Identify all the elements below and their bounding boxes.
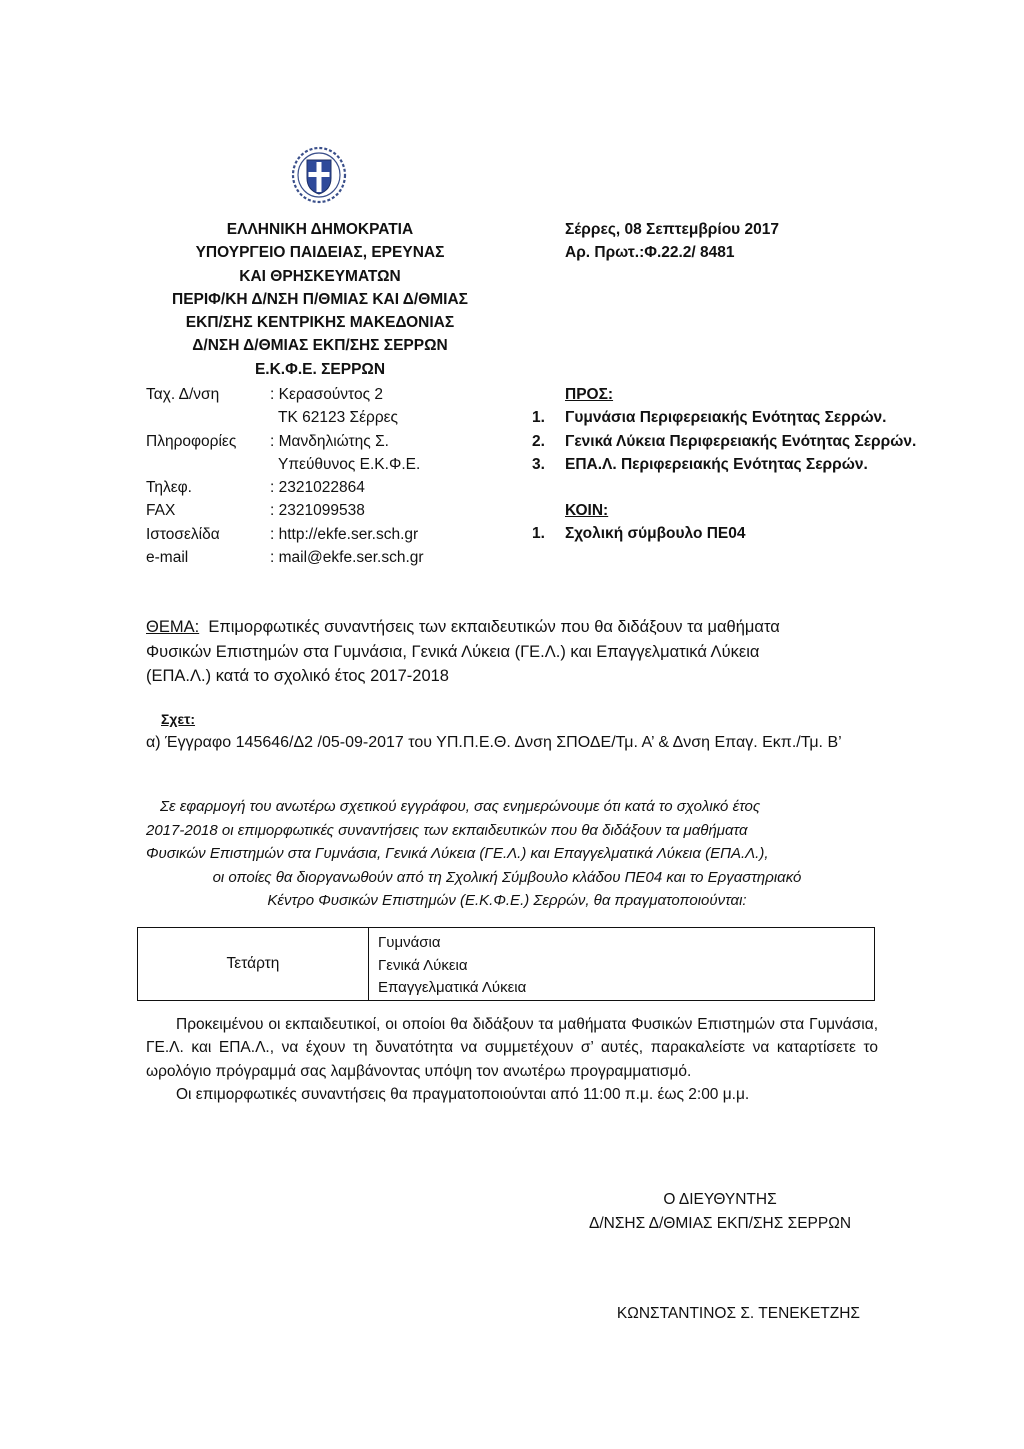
schedule-table — [137, 927, 875, 1001]
signature-title: Ο ΔΙΕΥΘΥΝΤΗΣ — [663, 1191, 777, 1208]
body-text: Προκειμένου οι εκπαιδευτικοί, οι οποίοι θα διδάξουν τα μαθήματα Φυσικών Επιστημών στα Γυμνάσια, ΓΕ.Λ. και ΕΠΑ.Λ., να έχουν τη δυνατότητα να συμμετέχουν σ’ αυτές, παρακαλείστε να καταρτίσετε το ωρολόγιο πρόγραμμά σας λαμβάνοντας υπόψη τον ανωτέρω προγραμματισμό. — [146, 1016, 878, 1080]
body-paragraph-2 — [146, 1013, 878, 1106]
subject-text: Επιμορφωτικές συναντήσεις των εκπαιδευτικών που θα διδάξουν τα μαθήματα Φυσικών Επιστημών στα Γυμνάσια, Γενικά Λύκεια (ΓΕ.Λ.) και Επαγγελματικά Λύκεια (ΕΠΑ.Λ.) κατά το σχολικό έτος 2017-2018 — [146, 618, 780, 685]
contact-label: Ιστοσελίδα — [146, 525, 220, 543]
schedule-day: Τετάρτη — [138, 928, 369, 1000]
body-line: 2017-2018 οι επιμορφωτικές συναντήσεις των εκπαιδευτικών που θα διδάξουν τα μαθήματα — [146, 821, 748, 839]
body-line: οι οποίες θα διοργανωθούν από τη Σχολική Σύμβουλο κλάδου ΠΕ04 και το Εργαστηριακό — [212, 868, 802, 886]
header-line: ΚΑΙ ΘΡΗΣΚΕΥΜΑΤΩΝ — [239, 267, 401, 285]
contact-label: FAX — [146, 502, 176, 520]
header-line: ΕΛΛΗΝΙΚΗ ΔΗΜΟΚΡΑΤΙΑ — [226, 221, 414, 238]
school-type: Γενικά Λύκεια — [378, 956, 468, 974]
recipient-item — [532, 406, 932, 429]
recipient-item — [532, 453, 932, 476]
date-block — [565, 218, 779, 264]
website-link[interactable]: : http://ekfe.ser.sch.gr — [270, 525, 419, 543]
issuer-header — [140, 218, 500, 381]
cc-item — [532, 522, 932, 545]
recipient-item — [532, 430, 925, 453]
body-line: Σε εφαρμογή του ανωτέρω σχετικού εγγράφου, σας ενημερώνουμε ότι κατά το σχολικό έτος — [160, 798, 761, 815]
email-link[interactable]: : mail@ekfe.ser.sch.gr — [270, 549, 424, 567]
school-type: Επαγγελματικά Λύκεια — [378, 979, 527, 996]
signatory-name: ΚΩΝΣΤΑΝΤΙΝΟΣ Σ. ΤΕΝΕΚΕΤΖΗΣ — [616, 1305, 860, 1322]
contact-label: e-mail — [146, 549, 189, 567]
contact-value: ΤΚ 62123 Σέρρες — [278, 409, 399, 427]
recipient-number: 3. — [532, 455, 545, 473]
subject-label: ΘΕΜΑ: — [146, 618, 200, 636]
cc-label: ΚΟΙΝ: — [565, 502, 609, 520]
recipient-number: 1. — [532, 409, 545, 427]
signature-block — [560, 1188, 880, 1236]
reference-block — [146, 707, 886, 755]
header-line: Ε.Κ.Φ.Ε. ΣΕΡΡΩΝ — [254, 360, 386, 378]
schedule-schools — [378, 932, 526, 1000]
school-type: Γυμνάσια — [378, 934, 441, 951]
document-date: Σέρρες, 08 Σεπτεμβρίου 2017 — [565, 221, 779, 238]
recipient-text: Γυμνάσια Περιφερειακής Ενότητας Σερρών. — [565, 409, 887, 427]
contact-value: : Μανδηλιώτης Σ. — [270, 432, 389, 450]
to-label: ΠΡΟΣ: — [565, 386, 614, 403]
contact-value: Υπεύθυνος Ε.Κ.Φ.Ε. — [278, 455, 421, 473]
body-line: Φυσικών Επιστημών στα Γυμνάσια, Γενικά Λύκεια (ΓΕ.Λ.) και Επαγγελματικά Λύκεια (ΕΠΑ.Λ.), — [146, 845, 769, 862]
cc-text: Σχολική σύμβουλο ΠΕ04 — [565, 525, 746, 543]
greek-coat-of-arms-icon — [291, 146, 347, 204]
header-line: Δ/ΝΣΗ Δ/ΘΜΙΑΣ ΕΚΠ/ΣΗΣ ΣΕΡΡΩΝ — [192, 337, 448, 355]
header-line: ΕΚΠ/ΣΗΣ ΚΕΝΤΡΙΚΗΣ ΜΑΚΕΔΟΝΙΑΣ — [185, 314, 455, 332]
contact-label: Τηλεφ. — [146, 479, 192, 497]
recipients-block — [532, 383, 932, 546]
body-line: Κέντρο Φυσικών Επιστημών (Ε.Κ.Φ.Ε.) Σερρών, θα πραγματοποιούνται: — [267, 892, 747, 909]
reference-text: α) Έγγραφο 145646/Δ2 /05-09-2017 του ΥΠ.Π.Ε.Θ. Δνση ΣΠΟΔΕ/Τμ. Α’ & Δνση Επαγ. Εκπ./Τμ. Β’ — [146, 734, 842, 751]
recipient-text: Γενικά Λύκεια Περιφερειακής Ενότητας Σερρών. — [565, 432, 917, 450]
contact-value: : 2321099538 — [270, 502, 365, 520]
time-line: Οι επιμορφωτικές συναντήσεις θα πραγματοποιούνται από 11:00 π.μ. έως 2:00 μ.μ. — [176, 1085, 750, 1103]
header-line: ΥΠΟΥΡΓΕΙΟ ΠΑΙΔΕΙΑΣ, ΕΡΕΥΝΑΣ — [195, 244, 445, 262]
contact-value: : 2321022864 — [270, 479, 365, 497]
subject-block — [146, 615, 806, 689]
reference-label: Σχετ: — [161, 711, 196, 727]
recipient-text: ΕΠΑ.Λ. Περιφερειακής Ενότητας Σερρών. — [565, 455, 868, 473]
recipient-number: 2. — [532, 432, 545, 450]
protocol-number: Αρ. Πρωτ.:Φ.22.2/ 8481 — [565, 244, 735, 261]
contact-label: Πληροφορίες — [146, 432, 237, 450]
header-line: ΠΕΡΙΦ/ΚΗ Δ/ΝΣΗ Π/ΘΜΙΑΣ ΚΑΙ Δ/ΘΜΙΑΣ — [172, 290, 468, 308]
contact-value: : Κερασούντος 2 — [270, 386, 383, 403]
contact-label: Ταχ. Δ/νση — [146, 386, 220, 403]
body-paragraph-1 — [146, 795, 868, 913]
signature-office: Δ/ΝΣΗΣ Δ/ΘΜΙΑΣ ΕΚΠ/ΣΗΣ ΣΕΡΡΩΝ — [588, 1215, 852, 1232]
cc-number: 1. — [532, 525, 545, 543]
